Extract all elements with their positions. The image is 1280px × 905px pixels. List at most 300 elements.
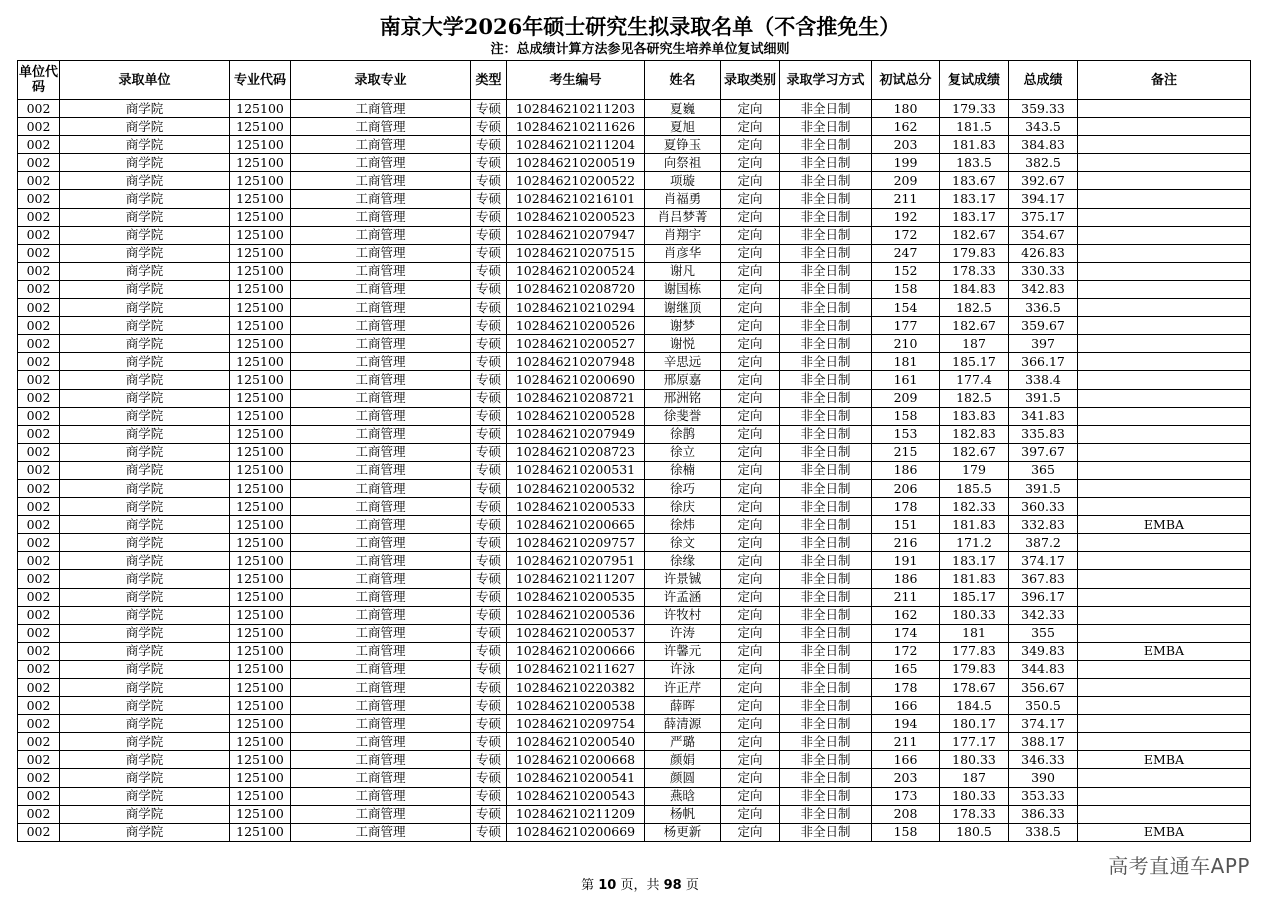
cell-name: 谢悦 [645, 335, 721, 353]
cell-major-code: 125100 [230, 787, 291, 805]
cell-study-mode: 非全日制 [780, 389, 872, 407]
cell-major: 工商管理 [291, 552, 471, 570]
cell-initial-score: 181 [872, 353, 940, 371]
cell-category: 定向 [721, 190, 780, 208]
cell-name: 邢洲铭 [645, 389, 721, 407]
cell-initial-score: 151 [872, 516, 940, 534]
cell-type: 专硕 [471, 570, 507, 588]
table-row [18, 335, 1251, 353]
table-row [18, 226, 1251, 244]
cell-major-code: 125100 [230, 660, 291, 678]
cell-study-mode: 非全日制 [780, 498, 872, 516]
cell-initial-score: 186 [872, 461, 940, 479]
cell-remarks [1078, 154, 1251, 172]
cell-type: 专硕 [471, 697, 507, 715]
cell-remarks [1078, 262, 1251, 280]
cell-total-score: 338.4 [1009, 371, 1078, 389]
cell-type: 专硕 [471, 552, 507, 570]
cell-candidate-id: 102846210200524 [507, 262, 645, 280]
cell-unit: 商学院 [60, 479, 230, 497]
cell-major: 工商管理 [291, 479, 471, 497]
cell-major-code: 125100 [230, 606, 291, 624]
footer-prefix: 第 [581, 878, 599, 893]
cell-major-code: 125100 [230, 733, 291, 751]
cell-unit-code: 002 [18, 389, 60, 407]
cell-study-mode: 非全日制 [780, 443, 872, 461]
cell-candidate-id: 102846210200536 [507, 606, 645, 624]
cell-remarks [1078, 660, 1251, 678]
cell-remarks [1078, 136, 1251, 154]
cell-candidate-id: 102846210207949 [507, 425, 645, 443]
cell-name: 肖福勇 [645, 190, 721, 208]
cell-unit: 商学院 [60, 407, 230, 425]
cell-candidate-id: 102846210200690 [507, 371, 645, 389]
cell-category: 定向 [721, 299, 780, 317]
cell-name: 邢原嘉 [645, 371, 721, 389]
cell-major-code: 125100 [230, 190, 291, 208]
cell-retest-score: 181.83 [940, 516, 1009, 534]
cell-unit-code: 002 [18, 244, 60, 262]
cell-type: 专硕 [471, 805, 507, 823]
cell-study-mode: 非全日制 [780, 516, 872, 534]
cell-remarks [1078, 226, 1251, 244]
cell-type: 专硕 [471, 389, 507, 407]
table-row [18, 389, 1251, 407]
cell-remarks [1078, 425, 1251, 443]
cell-remarks [1078, 461, 1251, 479]
document-title: 南京大学2026年硕士研究生拟录取名单（不含推免生） [379, 14, 901, 39]
cell-unit: 商学院 [60, 751, 230, 769]
cell-remarks: EMBA [1078, 642, 1251, 660]
cell-initial-score: 178 [872, 498, 940, 516]
cell-remarks: EMBA [1078, 823, 1251, 841]
cell-total-score: 359.67 [1009, 317, 1078, 335]
cell-major-code: 125100 [230, 262, 291, 280]
cell-total-score: 330.33 [1009, 262, 1078, 280]
cell-unit-code: 002 [18, 136, 60, 154]
cell-total-score: 356.67 [1009, 679, 1078, 697]
cell-study-mode: 非全日制 [780, 190, 872, 208]
cell-study-mode: 非全日制 [780, 353, 872, 371]
cell-candidate-id: 102846210216101 [507, 190, 645, 208]
cell-major: 工商管理 [291, 226, 471, 244]
cell-study-mode: 非全日制 [780, 208, 872, 226]
cell-candidate-id: 102846210200523 [507, 208, 645, 226]
cell-unit: 商学院 [60, 280, 230, 298]
cell-unit-code: 002 [18, 588, 60, 606]
cell-category: 定向 [721, 371, 780, 389]
cell-retest-score: 183.17 [940, 208, 1009, 226]
cell-initial-score: 209 [872, 172, 940, 190]
cell-major: 工商管理 [291, 190, 471, 208]
table-body [18, 100, 1251, 842]
table-row [18, 299, 1251, 317]
cell-major: 工商管理 [291, 280, 471, 298]
cell-name: 徐楠 [645, 461, 721, 479]
cell-retest-score: 184.5 [940, 697, 1009, 715]
cell-initial-score: 153 [872, 425, 940, 443]
cell-type: 专硕 [471, 534, 507, 552]
cell-unit-code: 002 [18, 425, 60, 443]
cell-name: 谢凡 [645, 262, 721, 280]
cell-major-code: 125100 [230, 479, 291, 497]
table-row [18, 751, 1251, 769]
cell-initial-score: 186 [872, 570, 940, 588]
cell-major: 工商管理 [291, 371, 471, 389]
cell-study-mode: 非全日制 [780, 642, 872, 660]
cell-candidate-id: 102846210200541 [507, 769, 645, 787]
cell-candidate-id: 102846210210294 [507, 299, 645, 317]
cell-candidate-id: 102846210211626 [507, 118, 645, 136]
cell-initial-score: 158 [872, 280, 940, 298]
cell-retest-score: 183.83 [940, 407, 1009, 425]
cell-category: 定向 [721, 823, 780, 841]
cell-type: 专硕 [471, 425, 507, 443]
cell-total-score: 343.5 [1009, 118, 1078, 136]
cell-name: 徐庆 [645, 498, 721, 516]
cell-initial-score: 172 [872, 226, 940, 244]
cell-unit: 商学院 [60, 244, 230, 262]
cell-study-mode: 非全日制 [780, 715, 872, 733]
cell-major-code: 125100 [230, 624, 291, 642]
cell-category: 定向 [721, 606, 780, 624]
cell-candidate-id: 102846210207951 [507, 552, 645, 570]
cell-type: 专硕 [471, 660, 507, 678]
table-row [18, 679, 1251, 697]
cell-major-code: 125100 [230, 516, 291, 534]
cell-candidate-id: 102846210200537 [507, 624, 645, 642]
cell-retest-score: 179.33 [940, 100, 1009, 118]
cell-initial-score: 211 [872, 190, 940, 208]
cell-category: 定向 [721, 642, 780, 660]
cell-name: 徐立 [645, 443, 721, 461]
cell-candidate-id: 102846210200666 [507, 642, 645, 660]
cell-name: 肖吕梦菁 [645, 208, 721, 226]
header-category: 录取类别 [721, 61, 780, 100]
cell-unit-code: 002 [18, 516, 60, 534]
cell-major-code: 125100 [230, 715, 291, 733]
cell-unit: 商学院 [60, 642, 230, 660]
header-candidate-id: 考生编号 [507, 61, 645, 100]
cell-study-mode: 非全日制 [780, 805, 872, 823]
cell-category: 定向 [721, 624, 780, 642]
cell-unit-code: 002 [18, 823, 60, 841]
table-row [18, 280, 1251, 298]
cell-major: 工商管理 [291, 534, 471, 552]
cell-type: 专硕 [471, 172, 507, 190]
footer-suffix: 页 [681, 878, 699, 893]
table-row [18, 371, 1251, 389]
cell-unit-code: 002 [18, 479, 60, 497]
cell-type: 专硕 [471, 733, 507, 751]
cell-candidate-id: 102846210209757 [507, 534, 645, 552]
cell-major-code: 125100 [230, 552, 291, 570]
cell-major: 工商管理 [291, 208, 471, 226]
cell-unit: 商学院 [60, 660, 230, 678]
cell-study-mode: 非全日制 [780, 244, 872, 262]
cell-study-mode: 非全日制 [780, 787, 872, 805]
cell-name: 许牧村 [645, 606, 721, 624]
cell-remarks [1078, 172, 1251, 190]
cell-candidate-id: 102846210200527 [507, 335, 645, 353]
cell-category: 定向 [721, 335, 780, 353]
cell-study-mode: 非全日制 [780, 552, 872, 570]
cell-study-mode: 非全日制 [780, 769, 872, 787]
cell-total-score: 350.5 [1009, 697, 1078, 715]
cell-candidate-id: 102846210200543 [507, 787, 645, 805]
table-header-row [18, 61, 1251, 100]
cell-initial-score: 216 [872, 534, 940, 552]
cell-retest-score: 181.83 [940, 136, 1009, 154]
cell-unit: 商学院 [60, 769, 230, 787]
cell-unit-code: 002 [18, 208, 60, 226]
cell-study-mode: 非全日制 [780, 299, 872, 317]
cell-type: 专硕 [471, 624, 507, 642]
cell-unit-code: 002 [18, 317, 60, 335]
cell-name: 辛思远 [645, 353, 721, 371]
cell-unit: 商学院 [60, 154, 230, 172]
cell-major: 工商管理 [291, 624, 471, 642]
cell-major-code: 125100 [230, 751, 291, 769]
header-name: 姓名 [645, 61, 721, 100]
cell-major-code: 125100 [230, 154, 291, 172]
cell-category: 定向 [721, 534, 780, 552]
cell-total-score: 394.17 [1009, 190, 1078, 208]
cell-total-score: 384.83 [1009, 136, 1078, 154]
cell-unit: 商学院 [60, 190, 230, 208]
cell-major-code: 125100 [230, 823, 291, 841]
cell-retest-score: 187 [940, 335, 1009, 353]
cell-study-mode: 非全日制 [780, 136, 872, 154]
table-row [18, 697, 1251, 715]
cell-candidate-id: 102846210200533 [507, 498, 645, 516]
cell-type: 专硕 [471, 335, 507, 353]
cell-retest-score: 185.5 [940, 479, 1009, 497]
cell-major: 工商管理 [291, 100, 471, 118]
cell-major: 工商管理 [291, 118, 471, 136]
cell-major: 工商管理 [291, 606, 471, 624]
cell-study-mode: 非全日制 [780, 154, 872, 172]
cell-type: 专硕 [471, 461, 507, 479]
header-retest-score: 复试成绩 [940, 61, 1009, 100]
cell-unit: 商学院 [60, 136, 230, 154]
cell-major: 工商管理 [291, 425, 471, 443]
cell-total-score: 390 [1009, 769, 1078, 787]
cell-initial-score: 199 [872, 154, 940, 172]
cell-major-code: 125100 [230, 642, 291, 660]
cell-candidate-id: 102846210208720 [507, 280, 645, 298]
cell-unit-code: 002 [18, 733, 60, 751]
cell-unit-code: 002 [18, 534, 60, 552]
cell-unit: 商学院 [60, 606, 230, 624]
cell-total-score: 374.17 [1009, 552, 1078, 570]
cell-major: 工商管理 [291, 751, 471, 769]
cell-type: 专硕 [471, 751, 507, 769]
cell-category: 定向 [721, 226, 780, 244]
cell-unit-code: 002 [18, 570, 60, 588]
cell-remarks [1078, 588, 1251, 606]
cell-category: 定向 [721, 353, 780, 371]
cell-category: 定向 [721, 751, 780, 769]
cell-type: 专硕 [471, 299, 507, 317]
cell-total-score: 332.83 [1009, 516, 1078, 534]
cell-category: 定向 [721, 244, 780, 262]
cell-unit-code: 002 [18, 606, 60, 624]
cell-major: 工商管理 [291, 642, 471, 660]
cell-unit-code: 002 [18, 299, 60, 317]
cell-study-mode: 非全日制 [780, 317, 872, 335]
cell-remarks [1078, 371, 1251, 389]
document-subtitle: 注：总成绩计算方法参见各研究生培养单位复试细则 [490, 42, 790, 57]
cell-name: 徐巧 [645, 479, 721, 497]
table-row [18, 407, 1251, 425]
cell-remarks [1078, 606, 1251, 624]
cell-major-code: 125100 [230, 371, 291, 389]
cell-unit: 商学院 [60, 208, 230, 226]
cell-major-code: 125100 [230, 226, 291, 244]
cell-unit: 商学院 [60, 570, 230, 588]
table-row [18, 498, 1251, 516]
cell-initial-score: 180 [872, 100, 940, 118]
cell-total-score: 360.33 [1009, 498, 1078, 516]
table-row [18, 425, 1251, 443]
cell-major-code: 125100 [230, 118, 291, 136]
cell-retest-score: 177.4 [940, 371, 1009, 389]
cell-type: 专硕 [471, 262, 507, 280]
cell-remarks [1078, 208, 1251, 226]
cell-name: 夏旭 [645, 118, 721, 136]
cell-retest-score: 183.17 [940, 190, 1009, 208]
cell-major: 工商管理 [291, 443, 471, 461]
cell-total-score: 354.67 [1009, 226, 1078, 244]
cell-category: 定向 [721, 136, 780, 154]
cell-retest-score: 180.5 [940, 823, 1009, 841]
cell-retest-score: 178.33 [940, 262, 1009, 280]
cell-candidate-id: 102846210211204 [507, 136, 645, 154]
cell-retest-score: 178.67 [940, 679, 1009, 697]
cell-category: 定向 [721, 118, 780, 136]
cell-remarks [1078, 118, 1251, 136]
cell-initial-score: 210 [872, 335, 940, 353]
cell-remarks [1078, 769, 1251, 787]
cell-study-mode: 非全日制 [780, 407, 872, 425]
table-row [18, 624, 1251, 642]
cell-unit-code: 002 [18, 642, 60, 660]
cell-retest-score: 187 [940, 769, 1009, 787]
cell-major: 工商管理 [291, 353, 471, 371]
cell-remarks [1078, 715, 1251, 733]
cell-candidate-id: 102846210200526 [507, 317, 645, 335]
cell-total-score: 386.33 [1009, 805, 1078, 823]
cell-initial-score: 162 [872, 606, 940, 624]
cell-initial-score: 172 [872, 642, 940, 660]
cell-study-mode: 非全日制 [780, 679, 872, 697]
cell-total-score: 353.33 [1009, 787, 1078, 805]
cell-initial-score: 178 [872, 679, 940, 697]
cell-name: 燕晗 [645, 787, 721, 805]
cell-category: 定向 [721, 208, 780, 226]
cell-major: 工商管理 [291, 299, 471, 317]
cell-initial-score: 162 [872, 118, 940, 136]
cell-total-score: 367.83 [1009, 570, 1078, 588]
cell-category: 定向 [721, 100, 780, 118]
cell-retest-score: 177.17 [940, 733, 1009, 751]
cell-unit-code: 002 [18, 100, 60, 118]
cell-study-mode: 非全日制 [780, 660, 872, 678]
cell-retest-score: 182.83 [940, 425, 1009, 443]
cell-remarks [1078, 479, 1251, 497]
cell-unit-code: 002 [18, 697, 60, 715]
table-row [18, 100, 1251, 118]
cell-remarks [1078, 733, 1251, 751]
table-row [18, 190, 1251, 208]
cell-total-score: 344.83 [1009, 660, 1078, 678]
cell-unit-code: 002 [18, 751, 60, 769]
cell-name: 徐炜 [645, 516, 721, 534]
cell-type: 专硕 [471, 407, 507, 425]
admission-table [17, 60, 1251, 842]
header-remarks: 备注 [1078, 61, 1251, 100]
cell-category: 定向 [721, 407, 780, 425]
cell-category: 定向 [721, 769, 780, 787]
cell-total-score: 426.83 [1009, 244, 1078, 262]
cell-unit-code: 002 [18, 624, 60, 642]
cell-candidate-id: 102846210211207 [507, 570, 645, 588]
cell-name: 许涛 [645, 624, 721, 642]
cell-total-score: 391.5 [1009, 389, 1078, 407]
cell-type: 专硕 [471, 226, 507, 244]
cell-unit-code: 002 [18, 371, 60, 389]
cell-major: 工商管理 [291, 787, 471, 805]
cell-name: 肖彦华 [645, 244, 721, 262]
cell-category: 定向 [721, 461, 780, 479]
cell-initial-score: 161 [872, 371, 940, 389]
cell-unit: 商学院 [60, 733, 230, 751]
cell-candidate-id: 102846210208721 [507, 389, 645, 407]
cell-major-code: 125100 [230, 425, 291, 443]
cell-name: 许泳 [645, 660, 721, 678]
cell-unit-code: 002 [18, 552, 60, 570]
cell-candidate-id: 102846210211627 [507, 660, 645, 678]
cell-total-score: 396.17 [1009, 588, 1078, 606]
cell-retest-score: 182.5 [940, 299, 1009, 317]
cell-major: 工商管理 [291, 498, 471, 516]
table-row [18, 262, 1251, 280]
cell-unit-code: 002 [18, 461, 60, 479]
table-row [18, 443, 1251, 461]
cell-study-mode: 非全日制 [780, 823, 872, 841]
cell-initial-score: 165 [872, 660, 940, 678]
cell-retest-score: 183.5 [940, 154, 1009, 172]
table-row [18, 588, 1251, 606]
cell-remarks: EMBA [1078, 751, 1251, 769]
page-footer [0, 874, 1280, 893]
cell-total-score: 397 [1009, 335, 1078, 353]
cell-candidate-id: 102846210200519 [507, 154, 645, 172]
cell-type: 专硕 [471, 479, 507, 497]
cell-name: 肖翔宇 [645, 226, 721, 244]
cell-major-code: 125100 [230, 498, 291, 516]
cell-unit: 商学院 [60, 172, 230, 190]
cell-total-score: 359.33 [1009, 100, 1078, 118]
cell-unit-code: 002 [18, 407, 60, 425]
cell-retest-score: 178.33 [940, 805, 1009, 823]
cell-category: 定向 [721, 588, 780, 606]
cell-candidate-id: 102846210200532 [507, 479, 645, 497]
cell-type: 专硕 [471, 317, 507, 335]
cell-name: 项璇 [645, 172, 721, 190]
cell-total-score: 342.83 [1009, 280, 1078, 298]
